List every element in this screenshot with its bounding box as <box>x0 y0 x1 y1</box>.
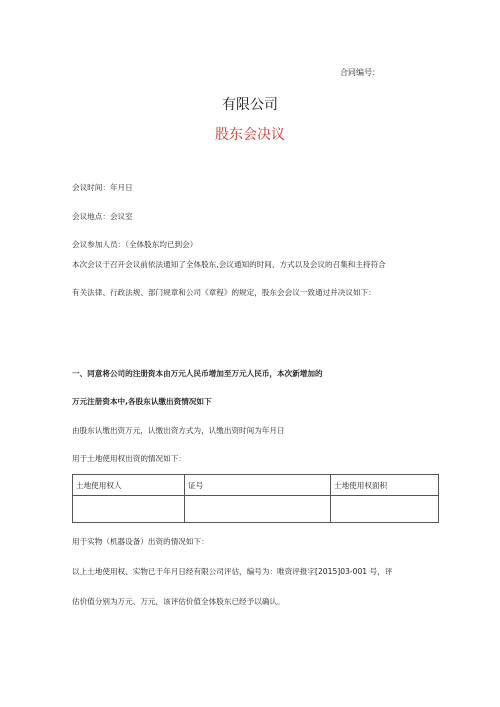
meeting-time: 会议时间：年月日 <box>72 183 133 192</box>
document-title: 股东会决议 <box>215 127 285 143</box>
table-header-cell: 土地使用权面积 <box>331 475 439 496</box>
resolution-heading-line1: 一、同意将公司的注册资本由万元人民币增加至万元人民币，本次新增加的 <box>72 369 323 378</box>
table-header-cell: 土地使用权人 <box>73 475 185 496</box>
table-header-row <box>73 475 439 496</box>
valuation-line1: 以上土地使用权、实物已于年月日经有限公司评估，编号为：唯资评报字[2015]03-001 号，评 <box>72 567 393 576</box>
company-name: 有限公司 <box>222 97 278 113</box>
land-use-table <box>72 474 439 523</box>
meeting-place: 会议地点：会议室 <box>72 212 133 221</box>
land-use-intro: 用于土地使用权出资的情况如下： <box>72 454 186 463</box>
equipment-intro: 用于实物（机器设备）出资的情况如下： <box>72 537 209 546</box>
resolution-heading-line2: 万元注册资本中,各股东认缴出资情况如下 <box>72 397 212 406</box>
meeting-intro-line2: 有关法律、行政法规、部门规章和公司《章程》的规定，股东会会议一致通过并决议如下： <box>72 288 376 297</box>
valuation-line2: 估价值分别为万元、万元，该评估价值全体股东已经予以确认。 <box>72 597 285 606</box>
contribution-text: 由股东认缴出资万元，认缴出资方式为，认缴出资时间为年月日 <box>72 426 285 435</box>
table-header-cell: 证号 <box>185 475 331 496</box>
contract-number-label: 合同编号： <box>340 68 380 77</box>
meeting-intro-line1: 本次会议于召开会议前依法通知了全体股东,会议通知的时间、方式以及会议的召集和主持符合 <box>72 260 386 269</box>
table-cell <box>331 496 439 523</box>
table-cell <box>185 496 331 523</box>
meeting-attendees: 会议参加人员：（全体股东均已到会） <box>72 240 198 249</box>
table-row <box>73 496 439 523</box>
table-cell <box>73 496 185 523</box>
